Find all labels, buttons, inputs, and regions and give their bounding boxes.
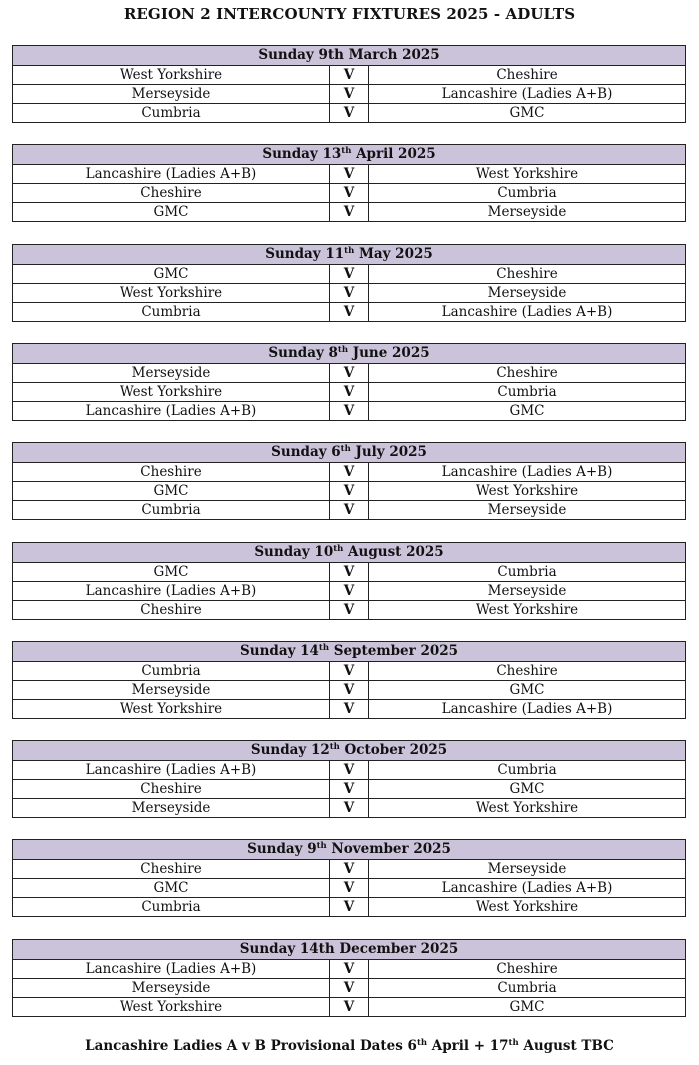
versus-label: V (330, 799, 369, 818)
home-team: Lancashire (Ladies A+B) (13, 960, 330, 979)
away-team: West Yorkshire (369, 799, 686, 818)
fixture-date-text: September 2025 (329, 643, 459, 659)
versus-label: V (330, 780, 369, 799)
away-team: Cheshire (369, 265, 686, 284)
match-row (13, 780, 686, 799)
away-team: Cumbria (369, 383, 686, 402)
home-team: Cheshire (13, 860, 330, 879)
fixture-date-text: Sunday 12 (250, 742, 330, 758)
match-row (13, 203, 686, 222)
versus-label: V (330, 898, 369, 917)
footer-text: April + 17 (427, 1038, 509, 1054)
away-team: Merseyside (369, 860, 686, 879)
footer-superscript: th (508, 1038, 519, 1048)
away-team: Merseyside (369, 284, 686, 303)
away-team: Lancashire (Ladies A+B) (369, 879, 686, 898)
fixture-date-row (13, 443, 686, 463)
versus-label: V (330, 184, 369, 203)
match-row (13, 265, 686, 284)
match-row (13, 582, 686, 601)
versus-label: V (330, 203, 369, 222)
match-row (13, 66, 686, 85)
match-row (13, 960, 686, 979)
away-team: West Yorkshire (369, 165, 686, 184)
fixture-table (12, 839, 686, 917)
fixture-date-superscript: th (340, 444, 351, 454)
fixture-date-text: Sunday 8 (268, 345, 338, 361)
away-team: Cumbria (369, 184, 686, 203)
match-row (13, 284, 686, 303)
versus-label: V (330, 501, 369, 520)
fixture-date-superscript: th (337, 345, 349, 355)
fixture-date (13, 145, 686, 165)
match-row (13, 104, 686, 123)
away-team: Cumbria (369, 563, 686, 582)
home-team: West Yorkshire (13, 284, 330, 303)
fixture-date-text: June 2025 (348, 345, 430, 361)
fixture-date (13, 741, 686, 761)
versus-label: V (330, 761, 369, 780)
versus-label: V (330, 482, 369, 501)
home-team: Cheshire (13, 601, 330, 620)
match-row (13, 998, 686, 1017)
versus-label: V (330, 284, 369, 303)
away-team: Cheshire (369, 364, 686, 383)
versus-label: V (330, 563, 369, 582)
fixture-table (12, 442, 686, 520)
versus-label: V (330, 66, 369, 85)
versus-label: V (330, 582, 369, 601)
away-team: Merseyside (369, 582, 686, 601)
fixture-date (13, 840, 686, 860)
match-row (13, 662, 686, 681)
home-team: GMC (13, 482, 330, 501)
away-team: Merseyside (369, 501, 686, 520)
match-row (13, 879, 686, 898)
versus-label: V (330, 700, 369, 719)
fixture-date (13, 543, 686, 563)
fixture-date-superscript: th (329, 742, 340, 752)
away-team: GMC (369, 104, 686, 123)
away-team: Lancashire (Ladies A+B) (369, 700, 686, 719)
versus-label: V (330, 383, 369, 402)
away-team: GMC (369, 998, 686, 1017)
fixture-table (12, 144, 686, 222)
match-row (13, 563, 686, 582)
fixture-date-text: Sunday 11 (265, 246, 345, 262)
match-row (13, 463, 686, 482)
versus-label: V (330, 662, 369, 681)
versus-label: V (330, 979, 369, 998)
fixture-date-superscript: th (341, 146, 352, 156)
fixture-table (12, 45, 686, 123)
fixture-date (13, 642, 686, 662)
fixture-date-text: Sunday 6 (271, 444, 341, 460)
fixture-date-row (13, 840, 686, 860)
home-team: Cumbria (13, 501, 330, 520)
home-team: Merseyside (13, 681, 330, 700)
fixture-date-text: Sunday 13 (262, 146, 342, 162)
footer-text: August TBC (518, 1038, 614, 1054)
fixture-date-row (13, 245, 686, 265)
fixture-date-row (13, 940, 686, 960)
home-team: Merseyside (13, 979, 330, 998)
home-team: GMC (13, 879, 330, 898)
fixture-table (12, 641, 686, 719)
away-team: Lancashire (Ladies A+B) (369, 303, 686, 322)
fixture-date-text: Sunday 14 (240, 643, 319, 659)
fixture-date-row (13, 46, 686, 66)
fixture-date-row (13, 642, 686, 662)
away-team: Lancashire (Ladies A+B) (369, 85, 686, 104)
match-row (13, 501, 686, 520)
home-team: Cheshire (13, 780, 330, 799)
away-team: Cheshire (369, 662, 686, 681)
fixture-date-row (13, 145, 686, 165)
footer-superscript: th (416, 1038, 428, 1048)
page-title: REGION 2 INTERCOUNTY FIXTURES 2025 - ADULTS (123, 5, 576, 23)
home-team: Merseyside (13, 799, 330, 818)
versus-label: V (330, 364, 369, 383)
fixture-table (12, 939, 686, 1017)
match-row (13, 761, 686, 780)
away-team: GMC (369, 681, 686, 700)
fixture-date-text: August 2025 (343, 544, 444, 560)
fixture-date-text: November 2025 (326, 841, 451, 857)
versus-label: V (330, 998, 369, 1017)
match-row (13, 184, 686, 203)
fixture-date (13, 443, 686, 463)
versus-label: V (330, 463, 369, 482)
fixture-table (12, 244, 686, 322)
versus-label: V (330, 402, 369, 421)
fixture-date-text: October 2025 (339, 742, 448, 758)
match-row (13, 601, 686, 620)
fixture-date (13, 46, 686, 66)
home-team: Lancashire (Ladies A+B) (13, 582, 330, 601)
fixture-date-text: Sunday 9th March 2025 (258, 47, 440, 63)
match-row (13, 681, 686, 700)
fixture-date-text: April 2025 (351, 146, 436, 162)
home-team: Merseyside (13, 364, 330, 383)
fixture-date-text: July 2025 (350, 444, 427, 460)
home-team: GMC (13, 265, 330, 284)
match-row (13, 383, 686, 402)
fixture-date-row (13, 543, 686, 563)
match-row (13, 860, 686, 879)
versus-label: V (330, 601, 369, 620)
fixture-date (13, 245, 686, 265)
fixture-date-row (13, 344, 686, 364)
home-team: West Yorkshire (13, 383, 330, 402)
home-team: GMC (13, 203, 330, 222)
fixture-date-text: Sunday 10 (254, 544, 334, 560)
versus-label: V (330, 681, 369, 700)
home-team: Merseyside (13, 85, 330, 104)
versus-label: V (330, 879, 369, 898)
away-team: Cumbria (369, 761, 686, 780)
match-row (13, 303, 686, 322)
versus-label: V (330, 303, 369, 322)
fixture-date-superscript: th (316, 841, 327, 851)
versus-label: V (330, 960, 369, 979)
away-team: Cheshire (369, 960, 686, 979)
home-team: Lancashire (Ladies A+B) (13, 761, 330, 780)
fixture-date-text: Sunday 9 (247, 841, 317, 857)
versus-label: V (330, 104, 369, 123)
home-team: West Yorkshire (13, 66, 330, 85)
away-team: GMC (369, 780, 686, 799)
fixture-date-superscript: th (318, 643, 330, 653)
fixture-date (13, 344, 686, 364)
footer-note (0, 1038, 699, 1054)
home-team: Cheshire (13, 463, 330, 482)
away-team: GMC (369, 402, 686, 421)
fixture-date-row (13, 741, 686, 761)
match-row (13, 979, 686, 998)
home-team: West Yorkshire (13, 998, 330, 1017)
versus-label: V (330, 165, 369, 184)
home-team: Lancashire (Ladies A+B) (13, 402, 330, 421)
home-team: Cumbria (13, 104, 330, 123)
fixture-date (13, 940, 686, 960)
fixture-date-text: May 2025 (354, 246, 433, 262)
away-team: West Yorkshire (369, 601, 686, 620)
fixture-date-text: Sunday 14th December 2025 (239, 941, 459, 957)
fixture-table (12, 343, 686, 421)
match-row (13, 700, 686, 719)
home-team: Cumbria (13, 662, 330, 681)
fixture-table (12, 740, 686, 818)
match-row (13, 165, 686, 184)
away-team: Cumbria (369, 979, 686, 998)
match-row (13, 85, 686, 104)
match-row (13, 799, 686, 818)
fixture-date-superscript: th (333, 544, 344, 554)
away-team: West Yorkshire (369, 482, 686, 501)
match-row (13, 402, 686, 421)
match-row (13, 364, 686, 383)
home-team: Cumbria (13, 898, 330, 917)
fixture-date-superscript: th (344, 246, 355, 256)
match-row (13, 898, 686, 917)
away-team: Lancashire (Ladies A+B) (369, 463, 686, 482)
footer-text: Lancashire Ladies A v B Provisional Dates 6 (85, 1038, 417, 1054)
away-team: West Yorkshire (369, 898, 686, 917)
away-team: Merseyside (369, 203, 686, 222)
versus-label: V (330, 860, 369, 879)
home-team: West Yorkshire (13, 700, 330, 719)
fixture-table (12, 542, 686, 620)
versus-label: V (330, 265, 369, 284)
home-team: GMC (13, 563, 330, 582)
home-team: Lancashire (Ladies A+B) (13, 165, 330, 184)
versus-label: V (330, 85, 369, 104)
match-row (13, 482, 686, 501)
home-team: Cheshire (13, 184, 330, 203)
away-team: Cheshire (369, 66, 686, 85)
home-team: Cumbria (13, 303, 330, 322)
